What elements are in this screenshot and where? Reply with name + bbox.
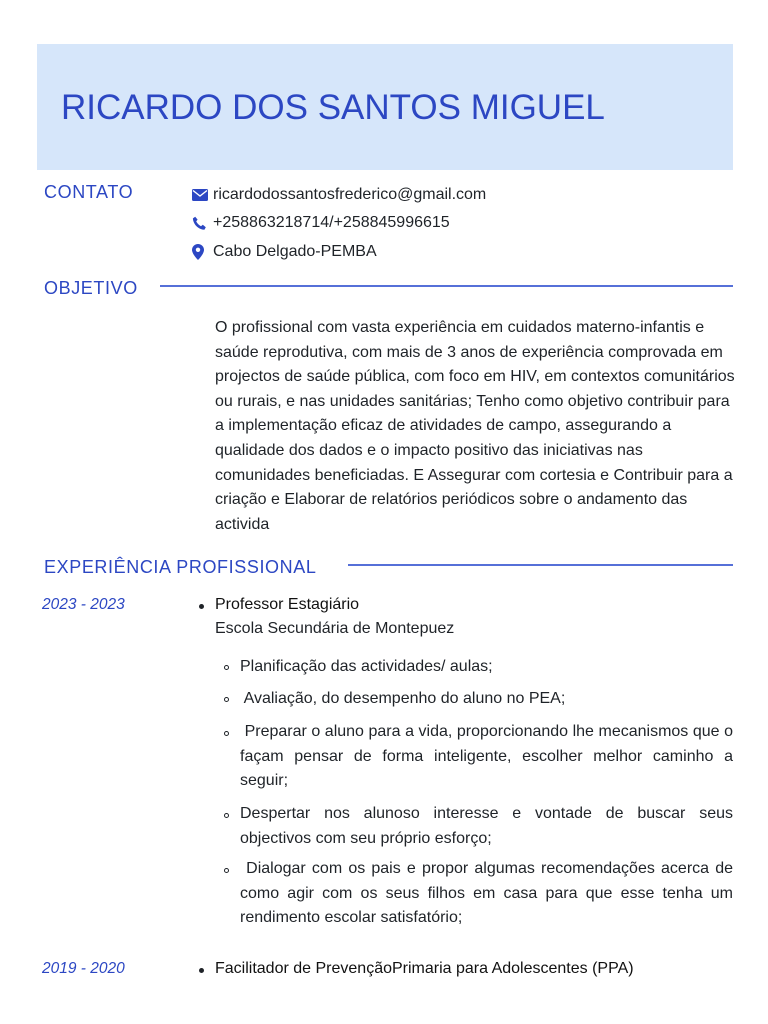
objective-text: O profissional com vasta experiência em cuidados materno-infantis e saúde reprodutiva, com mais de 3 anos de experiência comprovada em projectos de saúde pública, com foco em HIV, em contextos comunitários ou rurais, e nas unidades sanitárias; Tenho como objetivo contribuir para a implementação eficaz de atividades de campo, assegurando a qualidade dos dados e o impacto positivo das iniciativas nas comunidades beneficiadas. E Assegurar com cortesia e Contribuir para a criação e Elaborar de relatórios periódicos sobre o andamento das activida (215, 319, 735, 533)
section-title-contact: CONTATO (44, 182, 134, 202)
circle-bullet-icon (224, 813, 229, 818)
job-task: Dialogar com os pais e propor algumas recomendações acerca de como agir com os seus filhos em casa para que esse tenha um rendimento escolar satisfatório; (240, 860, 738, 926)
job-dates: 2019 - 2020 (42, 960, 125, 977)
circle-bullet-icon (224, 665, 229, 670)
bullet-icon (199, 604, 204, 609)
job-company: Escola Secundária de Montepuez (215, 620, 455, 637)
circle-bullet-icon (224, 868, 229, 873)
section-title-experience: EXPERIÊNCIA PROFISSIONAL (44, 557, 317, 577)
header-banner (37, 44, 733, 170)
job-task: Planificação das actividades/ aulas; (240, 658, 493, 675)
job-task: Despertar nos alunoso interesse e vontade de buscar seus objectivos com seu próprio esforço; (240, 805, 733, 847)
job-dates: 2023 - 2023 (42, 596, 125, 613)
location-text: Cabo Delgado-PEMBA (213, 243, 377, 260)
bullet-icon (199, 968, 204, 973)
envelope-icon (192, 189, 210, 201)
candidate-name: RICARDO DOS SANTOS MIGUEL (61, 88, 605, 127)
job-task: Avaliação, do desempenho do aluno no PEA; (240, 690, 566, 707)
contact-email (192, 186, 486, 204)
map-pin-icon (192, 244, 210, 260)
job-task: Preparar o aluno para a vida, proporcionando lhe mecanismos que o façam pensar de forma inteligente, escolher melhor caminho a seguir; (240, 723, 738, 789)
section-divider (160, 285, 733, 287)
circle-bullet-icon (224, 697, 229, 702)
section-divider (348, 564, 733, 566)
phone-text: +258863218714/+258845996615 (213, 214, 450, 231)
job-title: Facilitador de PrevençãoPrimaria para Adolescentes (PPA) (215, 960, 634, 977)
contact-location (192, 243, 377, 261)
contact-phone (192, 214, 450, 232)
job-title: Professor Estagiário (215, 596, 360, 613)
email-text: ricardodossantosfrederico@gmail.com (213, 186, 487, 203)
circle-bullet-icon (224, 731, 229, 736)
section-title-objective: OBJETIVO (44, 278, 138, 298)
phone-icon (192, 216, 210, 231)
